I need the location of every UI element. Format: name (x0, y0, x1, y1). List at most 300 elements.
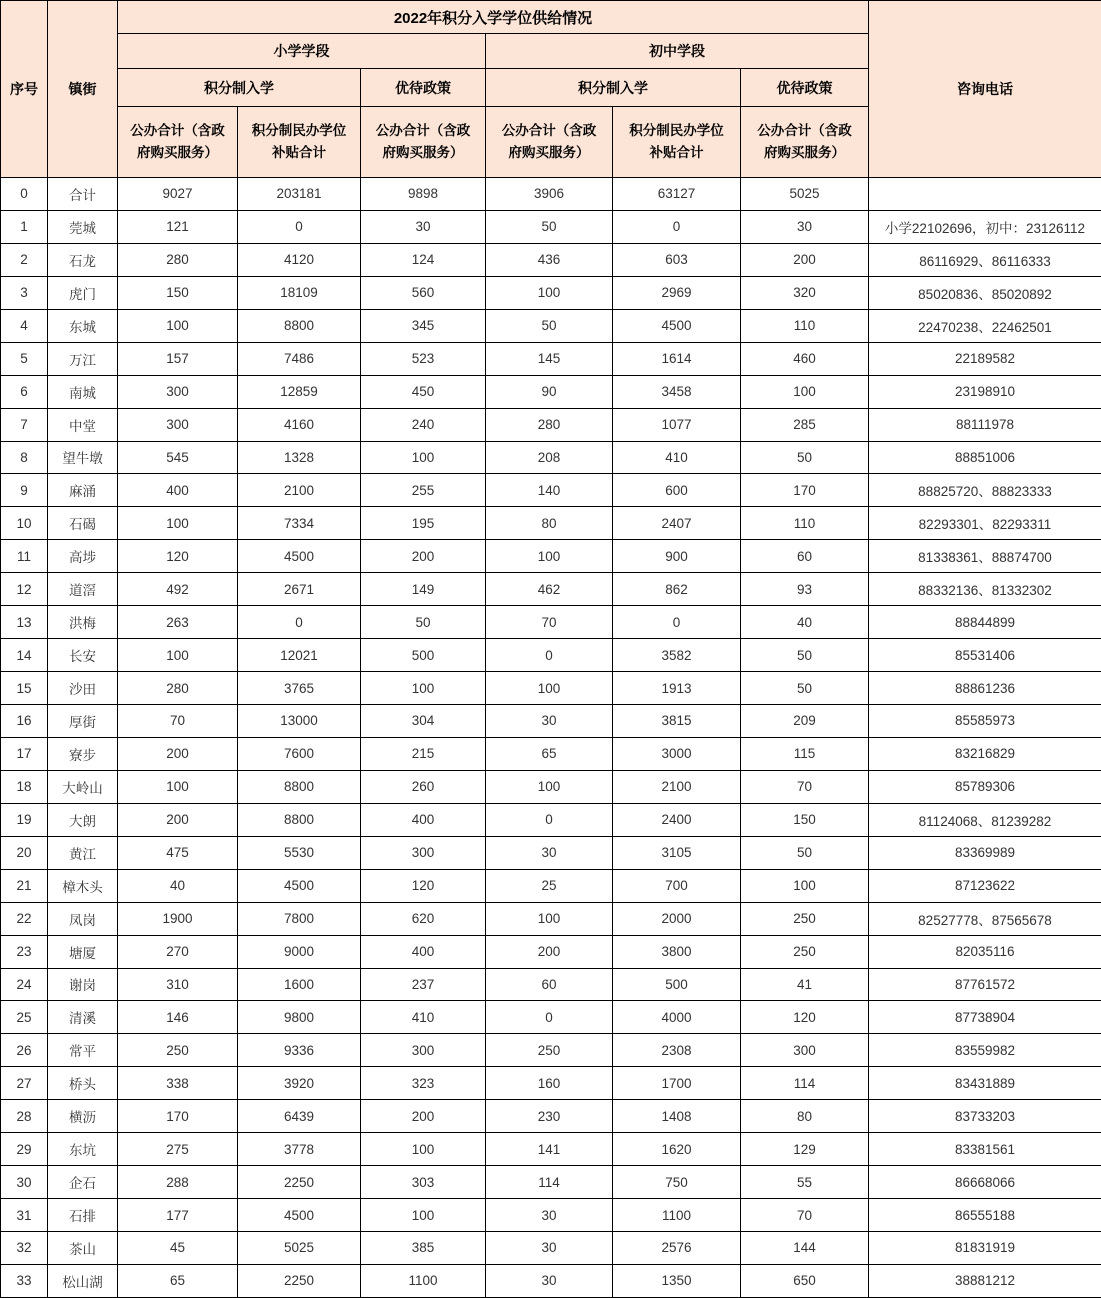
phone-cell: 81831919 (869, 1232, 1101, 1265)
table-row (1, 408, 1101, 441)
junior-preferential-public-cell: 40 (741, 606, 869, 639)
table-row (1, 1199, 1101, 1232)
table-row (1, 540, 1101, 573)
serial-cell: 0 (1, 178, 48, 211)
primary-private-subsidy-cell: 7486 (238, 342, 361, 375)
town-cell: 石排 (48, 1199, 118, 1232)
primary-preferential-public-cell: 303 (361, 1166, 486, 1199)
primary-private-subsidy-cell: 3920 (238, 1067, 361, 1100)
table-row (1, 375, 1101, 408)
serial-cell: 18 (1, 770, 48, 803)
primary-points-public-cell: 1900 (118, 902, 238, 935)
primary-private-subsidy-cell: 1600 (238, 968, 361, 1001)
primary-points-public-cell: 270 (118, 935, 238, 968)
junior-points-public-cell: 60 (486, 968, 613, 1001)
primary-private-subsidy-cell: 8800 (238, 309, 361, 342)
table-row (1, 902, 1101, 935)
town-cell: 东坑 (48, 1133, 118, 1166)
table-row (1, 770, 1101, 803)
primary-points-public-cell: 492 (118, 573, 238, 606)
table-row (1, 210, 1101, 243)
junior-preferential-public-cell: 50 (741, 441, 869, 474)
town-cell: 洪梅 (48, 606, 118, 639)
junior-private-subsidy-cell: 4000 (613, 1001, 741, 1034)
table-row (1, 1232, 1101, 1265)
phone-cell: 87123622 (869, 869, 1101, 902)
primary-private-subsidy-cell: 18109 (238, 276, 361, 309)
primary-points-public-cell: 65 (118, 1264, 238, 1297)
primary-private-subsidy-cell: 9000 (238, 935, 361, 968)
junior-preferential-public-cell: 80 (741, 1100, 869, 1133)
table-row (1, 309, 1101, 342)
serial-cell: 19 (1, 803, 48, 836)
table-row (1, 836, 1101, 869)
primary-preferential-public-cell: 200 (361, 540, 486, 573)
phone-cell: 87761572 (869, 968, 1101, 1001)
junior-points-public-cell: 100 (486, 540, 613, 573)
junior-private-subsidy-cell: 2000 (613, 902, 741, 935)
primary-preferential-public-cell: 255 (361, 474, 486, 507)
primary-points-public-cell: 280 (118, 243, 238, 276)
town-cell: 桥头 (48, 1067, 118, 1100)
primary-preferential-public-cell: 237 (361, 968, 486, 1001)
table-row (1, 1001, 1101, 1034)
primary-preferential-public-cell: 345 (361, 309, 486, 342)
phone-cell: 83559982 (869, 1034, 1101, 1067)
serial-cell: 12 (1, 573, 48, 606)
table-row (1, 705, 1101, 738)
primary-private-subsidy-cell: 0 (238, 210, 361, 243)
primary-private-subsidy-cell: 2250 (238, 1264, 361, 1297)
junior-preferential-public-cell: 114 (741, 1067, 869, 1100)
table-row (1, 1034, 1101, 1067)
town-cell: 大岭山 (48, 770, 118, 803)
primary-preferential-public-cell: 100 (361, 441, 486, 474)
serial-cell: 21 (1, 869, 48, 902)
junior-private-subsidy-cell: 2576 (613, 1232, 741, 1265)
primary-private-subsidy-cell: 4500 (238, 869, 361, 902)
junior-preferential-public-cell: 460 (741, 342, 869, 375)
primary-preferential-public-cell: 450 (361, 375, 486, 408)
table-row (1, 869, 1101, 902)
primary-preferential-public-cell: 304 (361, 705, 486, 738)
primary-private-subsidy-cell: 2671 (238, 573, 361, 606)
junior-preferential-public-cell: 120 (741, 1001, 869, 1034)
phone-cell: 82035116 (869, 935, 1101, 968)
junior-preferential-public-cell: 70 (741, 770, 869, 803)
phone-cell: 22189582 (869, 342, 1101, 375)
primary-private-subsidy-cell: 8800 (238, 803, 361, 836)
phone-cell (869, 178, 1101, 211)
primary-private-subsidy-cell: 1328 (238, 441, 361, 474)
junior-points-public-cell: 230 (486, 1100, 613, 1133)
junior-points-public-cell: 0 (486, 639, 613, 672)
primary-preferential-public-cell: 215 (361, 737, 486, 770)
primary-points-public-cell: 200 (118, 803, 238, 836)
junior-private-subsidy-cell: 2969 (613, 276, 741, 309)
town-cell: 企石 (48, 1166, 118, 1199)
table-header (1, 1, 1101, 178)
primary-points-public-cell: 275 (118, 1133, 238, 1166)
junior-points-public-cell: 0 (486, 1001, 613, 1034)
table-row (1, 507, 1101, 540)
phone-cell: 85531406 (869, 639, 1101, 672)
primary-private-subsidy-cell: 7600 (238, 737, 361, 770)
town-cell: 松山湖 (48, 1264, 118, 1297)
phone-cell: 85585973 (869, 705, 1101, 738)
primary-points-public-cell: 100 (118, 770, 238, 803)
phone-cell: 86668066 (869, 1166, 1101, 1199)
town-cell: 东城 (48, 309, 118, 342)
junior-private-subsidy-cell: 3000 (613, 737, 741, 770)
phone-cell: 88851006 (869, 441, 1101, 474)
serial-cell: 1 (1, 210, 48, 243)
junior-points-public-cell: 141 (486, 1133, 613, 1166)
junior-preferential-public-cell: 41 (741, 968, 869, 1001)
primary-points-public-cell: 400 (118, 474, 238, 507)
town-cell: 常平 (48, 1034, 118, 1067)
junior-preferential-public-cell: 285 (741, 408, 869, 441)
primary-points-public-cell: 475 (118, 836, 238, 869)
junior-points-public-cell: 50 (486, 210, 613, 243)
town-cell: 大朗 (48, 803, 118, 836)
header-serial: 序号 (1, 1, 48, 178)
primary-private-subsidy-cell: 5530 (238, 836, 361, 869)
primary-points-public-cell: 45 (118, 1232, 238, 1265)
junior-private-subsidy-cell: 862 (613, 573, 741, 606)
serial-cell: 22 (1, 902, 48, 935)
primary-points-public-cell: 300 (118, 375, 238, 408)
junior-private-subsidy-cell: 1614 (613, 342, 741, 375)
header-junior-preferential-public-total: 公办合计（含政府购买服务） (741, 107, 869, 178)
junior-preferential-public-cell: 650 (741, 1264, 869, 1297)
serial-cell: 30 (1, 1166, 48, 1199)
junior-preferential-public-cell: 5025 (741, 178, 869, 211)
serial-cell: 5 (1, 342, 48, 375)
serial-cell: 29 (1, 1133, 48, 1166)
serial-cell: 20 (1, 836, 48, 869)
primary-preferential-public-cell: 410 (361, 1001, 486, 1034)
junior-preferential-public-cell: 50 (741, 672, 869, 705)
junior-private-subsidy-cell: 600 (613, 474, 741, 507)
junior-private-subsidy-cell: 2407 (613, 507, 741, 540)
table-row (1, 1166, 1101, 1199)
town-cell: 麻涌 (48, 474, 118, 507)
junior-points-public-cell: 436 (486, 243, 613, 276)
serial-cell: 23 (1, 935, 48, 968)
junior-points-public-cell: 30 (486, 705, 613, 738)
primary-points-public-cell: 121 (118, 210, 238, 243)
serial-cell: 8 (1, 441, 48, 474)
primary-private-subsidy-cell: 13000 (238, 705, 361, 738)
junior-preferential-public-cell: 50 (741, 639, 869, 672)
junior-preferential-public-cell: 150 (741, 803, 869, 836)
primary-points-public-cell: 40 (118, 869, 238, 902)
table-body (1, 178, 1101, 1298)
town-cell: 谢岗 (48, 968, 118, 1001)
junior-private-subsidy-cell: 3800 (613, 935, 741, 968)
junior-preferential-public-cell: 100 (741, 869, 869, 902)
junior-preferential-public-cell: 110 (741, 309, 869, 342)
junior-points-public-cell: 100 (486, 672, 613, 705)
primary-preferential-public-cell: 200 (361, 1100, 486, 1133)
primary-points-public-cell: 300 (118, 408, 238, 441)
junior-points-public-cell: 50 (486, 309, 613, 342)
primary-preferential-public-cell: 120 (361, 869, 486, 902)
primary-preferential-public-cell: 124 (361, 243, 486, 276)
serial-cell: 26 (1, 1034, 48, 1067)
table-row (1, 672, 1101, 705)
table-row (1, 441, 1101, 474)
junior-private-subsidy-cell: 410 (613, 441, 741, 474)
primary-private-subsidy-cell: 3778 (238, 1133, 361, 1166)
primary-private-subsidy-cell: 9800 (238, 1001, 361, 1034)
serial-cell: 11 (1, 540, 48, 573)
junior-private-subsidy-cell: 1350 (613, 1264, 741, 1297)
primary-private-subsidy-cell: 2250 (238, 1166, 361, 1199)
primary-points-public-cell: 170 (118, 1100, 238, 1133)
serial-cell: 17 (1, 737, 48, 770)
junior-private-subsidy-cell: 3458 (613, 375, 741, 408)
phone-cell: 87738904 (869, 1001, 1101, 1034)
primary-points-public-cell: 338 (118, 1067, 238, 1100)
primary-preferential-public-cell: 195 (361, 507, 486, 540)
junior-private-subsidy-cell: 3815 (613, 705, 741, 738)
phone-cell: 小学22102696，初中：23126112 (869, 210, 1101, 243)
town-cell: 茶山 (48, 1232, 118, 1265)
primary-preferential-public-cell: 9898 (361, 178, 486, 211)
primary-points-public-cell: 310 (118, 968, 238, 1001)
serial-cell: 2 (1, 243, 48, 276)
town-cell: 石碣 (48, 507, 118, 540)
phone-cell: 86116929、86116333 (869, 243, 1101, 276)
primary-points-public-cell: 146 (118, 1001, 238, 1034)
junior-points-public-cell: 3906 (486, 178, 613, 211)
phone-cell: 38881212 (869, 1264, 1101, 1297)
junior-private-subsidy-cell: 1077 (613, 408, 741, 441)
town-cell: 塘厦 (48, 935, 118, 968)
junior-points-public-cell: 208 (486, 441, 613, 474)
serial-cell: 6 (1, 375, 48, 408)
primary-preferential-public-cell: 400 (361, 803, 486, 836)
junior-preferential-public-cell: 250 (741, 935, 869, 968)
primary-preferential-public-cell: 100 (361, 1133, 486, 1166)
primary-points-public-cell: 150 (118, 276, 238, 309)
junior-preferential-public-cell: 30 (741, 210, 869, 243)
primary-preferential-public-cell: 300 (361, 1034, 486, 1067)
primary-private-subsidy-cell: 2100 (238, 474, 361, 507)
primary-private-subsidy-cell: 12021 (238, 639, 361, 672)
primary-preferential-public-cell: 1100 (361, 1264, 486, 1297)
primary-points-public-cell: 280 (118, 672, 238, 705)
town-cell: 黄江 (48, 836, 118, 869)
town-cell: 中堂 (48, 408, 118, 441)
junior-private-subsidy-cell: 750 (613, 1166, 741, 1199)
phone-cell: 83369989 (869, 836, 1101, 869)
junior-preferential-public-cell: 60 (741, 540, 869, 573)
junior-private-subsidy-cell: 500 (613, 968, 741, 1001)
primary-points-public-cell: 100 (118, 507, 238, 540)
junior-preferential-public-cell: 144 (741, 1232, 869, 1265)
primary-preferential-public-cell: 400 (361, 935, 486, 968)
serial-cell: 31 (1, 1199, 48, 1232)
primary-private-subsidy-cell: 4500 (238, 540, 361, 573)
primary-preferential-public-cell: 523 (361, 342, 486, 375)
junior-private-subsidy-cell: 0 (613, 210, 741, 243)
junior-private-subsidy-cell: 1408 (613, 1100, 741, 1133)
header-town: 镇街 (48, 1, 118, 178)
serial-cell: 7 (1, 408, 48, 441)
primary-private-subsidy-cell: 3765 (238, 672, 361, 705)
primary-points-public-cell: 100 (118, 639, 238, 672)
primary-preferential-public-cell: 300 (361, 836, 486, 869)
table-row (1, 178, 1101, 211)
junior-private-subsidy-cell: 2308 (613, 1034, 741, 1067)
primary-preferential-public-cell: 30 (361, 210, 486, 243)
serial-cell: 10 (1, 507, 48, 540)
serial-cell: 32 (1, 1232, 48, 1265)
junior-points-public-cell: 462 (486, 573, 613, 606)
table-row (1, 606, 1101, 639)
junior-points-public-cell: 200 (486, 935, 613, 968)
phone-cell: 81338361、88874700 (869, 540, 1101, 573)
serial-cell: 4 (1, 309, 48, 342)
junior-private-subsidy-cell: 1913 (613, 672, 741, 705)
phone-cell: 22470238、22462501 (869, 309, 1101, 342)
junior-points-public-cell: 280 (486, 408, 613, 441)
primary-points-public-cell: 200 (118, 737, 238, 770)
town-cell: 虎门 (48, 276, 118, 309)
town-cell: 莞城 (48, 210, 118, 243)
junior-private-subsidy-cell: 1700 (613, 1067, 741, 1100)
phone-cell: 85789306 (869, 770, 1101, 803)
header-primary-private-subsidy-total: 积分制民办学位补贴合计 (238, 107, 361, 178)
primary-private-subsidy-cell: 7800 (238, 902, 361, 935)
primary-private-subsidy-cell: 0 (238, 606, 361, 639)
phone-cell: 88844899 (869, 606, 1101, 639)
town-cell: 石龙 (48, 243, 118, 276)
primary-preferential-public-cell: 323 (361, 1067, 486, 1100)
junior-points-public-cell: 160 (486, 1067, 613, 1100)
town-cell: 樟木头 (48, 869, 118, 902)
table-row (1, 1264, 1101, 1297)
table-row (1, 342, 1101, 375)
junior-preferential-public-cell: 209 (741, 705, 869, 738)
primary-points-public-cell: 157 (118, 342, 238, 375)
primary-points-public-cell: 177 (118, 1199, 238, 1232)
phone-cell: 88332136、81332302 (869, 573, 1101, 606)
town-cell: 万江 (48, 342, 118, 375)
junior-points-public-cell: 30 (486, 1232, 613, 1265)
serial-cell: 13 (1, 606, 48, 639)
junior-preferential-public-cell: 110 (741, 507, 869, 540)
phone-cell: 88861236 (869, 672, 1101, 705)
phone-cell: 85020836、85020892 (869, 276, 1101, 309)
serial-cell: 24 (1, 968, 48, 1001)
town-cell: 望牛墩 (48, 441, 118, 474)
junior-private-subsidy-cell: 900 (613, 540, 741, 573)
junior-preferential-public-cell: 93 (741, 573, 869, 606)
primary-preferential-public-cell: 149 (361, 573, 486, 606)
header-junior-preferential: 优待政策 (741, 69, 869, 107)
phone-cell: 82527778、87565678 (869, 902, 1101, 935)
primary-preferential-public-cell: 100 (361, 672, 486, 705)
junior-points-public-cell: 0 (486, 803, 613, 836)
junior-points-public-cell: 140 (486, 474, 613, 507)
junior-preferential-public-cell: 55 (741, 1166, 869, 1199)
junior-private-subsidy-cell: 1620 (613, 1133, 741, 1166)
table-row (1, 803, 1101, 836)
junior-preferential-public-cell: 200 (741, 243, 869, 276)
junior-points-public-cell: 30 (486, 1264, 613, 1297)
primary-points-public-cell: 263 (118, 606, 238, 639)
header-primary-points-entry: 积分制入学 (118, 69, 361, 107)
junior-private-subsidy-cell: 3582 (613, 639, 741, 672)
serial-cell: 14 (1, 639, 48, 672)
junior-points-public-cell: 70 (486, 606, 613, 639)
junior-private-subsidy-cell: 1100 (613, 1199, 741, 1232)
junior-preferential-public-cell: 70 (741, 1199, 869, 1232)
serial-cell: 9 (1, 474, 48, 507)
junior-preferential-public-cell: 250 (741, 902, 869, 935)
header-phone: 咨询电话 (869, 1, 1101, 178)
primary-private-subsidy-cell: 5025 (238, 1232, 361, 1265)
phone-cell: 23198910 (869, 375, 1101, 408)
junior-points-public-cell: 114 (486, 1166, 613, 1199)
header-primary-points-public-total: 公办合计（含政府购买服务） (118, 107, 238, 178)
primary-preferential-public-cell: 620 (361, 902, 486, 935)
header-junior-points-entry: 积分制入学 (486, 69, 741, 107)
header-junior-private-subsidy-total: 积分制民办学位补贴合计 (613, 107, 741, 178)
header-junior-section: 初中学段 (486, 34, 869, 69)
primary-private-subsidy-cell: 12859 (238, 375, 361, 408)
primary-preferential-public-cell: 50 (361, 606, 486, 639)
junior-points-public-cell: 30 (486, 836, 613, 869)
serial-cell: 25 (1, 1001, 48, 1034)
primary-private-subsidy-cell: 9336 (238, 1034, 361, 1067)
town-cell: 道滘 (48, 573, 118, 606)
primary-preferential-public-cell: 385 (361, 1232, 486, 1265)
serial-cell: 33 (1, 1264, 48, 1297)
junior-points-public-cell: 100 (486, 902, 613, 935)
town-cell: 清溪 (48, 1001, 118, 1034)
junior-points-public-cell: 250 (486, 1034, 613, 1067)
junior-private-subsidy-cell: 2100 (613, 770, 741, 803)
primary-private-subsidy-cell: 4120 (238, 243, 361, 276)
junior-points-public-cell: 30 (486, 1199, 613, 1232)
junior-private-subsidy-cell: 4500 (613, 309, 741, 342)
primary-points-public-cell: 9027 (118, 178, 238, 211)
phone-cell: 83216829 (869, 737, 1101, 770)
table-row (1, 1067, 1101, 1100)
phone-cell: 83733203 (869, 1100, 1101, 1133)
phone-cell: 83381561 (869, 1133, 1101, 1166)
junior-points-public-cell: 100 (486, 276, 613, 309)
table-row (1, 1133, 1101, 1166)
phone-cell: 81124068、81239282 (869, 803, 1101, 836)
primary-points-public-cell: 120 (118, 540, 238, 573)
town-cell: 厚街 (48, 705, 118, 738)
serial-cell: 28 (1, 1100, 48, 1133)
junior-private-subsidy-cell: 3105 (613, 836, 741, 869)
serial-cell: 3 (1, 276, 48, 309)
phone-cell: 88111978 (869, 408, 1101, 441)
junior-private-subsidy-cell: 63127 (613, 178, 741, 211)
primary-preferential-public-cell: 560 (361, 276, 486, 309)
primary-preferential-public-cell: 260 (361, 770, 486, 803)
town-cell: 南城 (48, 375, 118, 408)
junior-preferential-public-cell: 170 (741, 474, 869, 507)
